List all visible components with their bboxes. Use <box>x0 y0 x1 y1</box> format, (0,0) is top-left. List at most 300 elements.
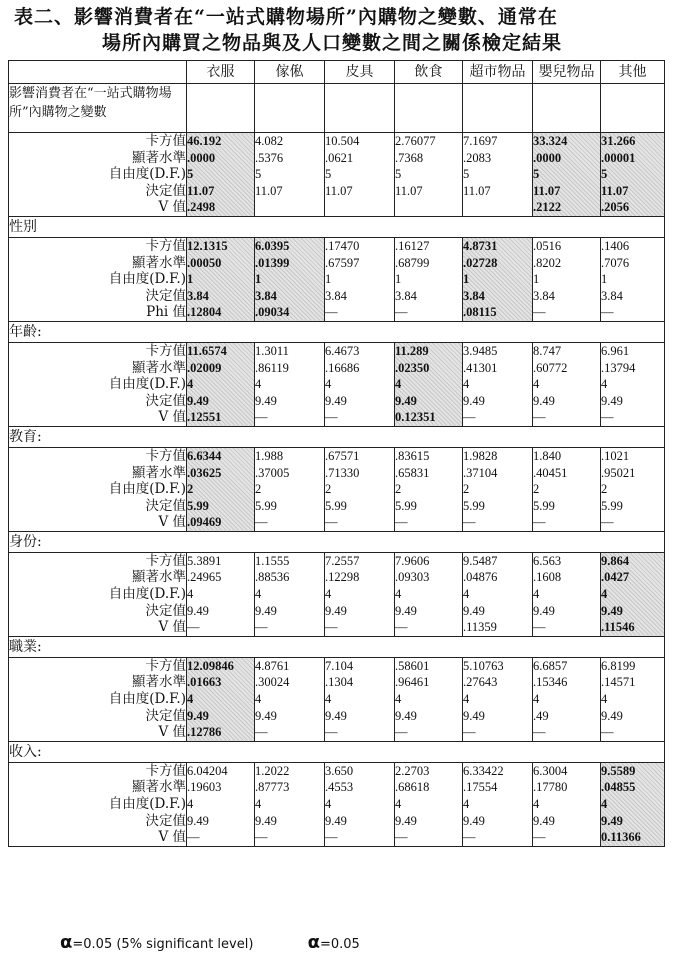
stat-value: .00001 <box>601 150 636 165</box>
stat-label: 決定值 <box>145 497 186 514</box>
value-cell <box>533 342 601 426</box>
stat-value: .2122 <box>533 200 562 215</box>
value-cell <box>187 762 255 846</box>
stat-value: 9.49 <box>601 708 623 723</box>
value-cell <box>325 237 395 321</box>
col-header: 超市物品 <box>463 61 533 84</box>
stat-value: .40451 <box>533 465 568 480</box>
stat-value: 7.9606 <box>395 553 430 568</box>
stat-value: .12804 <box>187 305 222 320</box>
stat-value: — <box>325 620 338 635</box>
stat-value: .1608 <box>533 570 562 585</box>
stat-labels <box>9 762 187 846</box>
stat-value: .86119 <box>255 360 289 375</box>
stat-label: 決定值 <box>145 707 186 724</box>
stat-value: 3.84 <box>395 288 417 303</box>
stat-value: — <box>325 305 338 320</box>
section-name: 教育: <box>9 426 665 447</box>
stat-value: 3.84 <box>533 288 555 303</box>
stat-value: 4 <box>255 797 262 811</box>
stat-value: .08115 <box>463 305 497 320</box>
stat-label: 顯著水準 <box>132 464 186 481</box>
stat-value: 5 <box>187 167 194 182</box>
value-cell <box>395 447 463 531</box>
stat-value: .68618 <box>395 780 430 795</box>
stat-label: 顯著水準 <box>132 359 186 376</box>
section-name: 收入: <box>9 741 665 762</box>
value-cell <box>463 342 533 426</box>
value-cell <box>533 552 601 636</box>
stat-value: 4 <box>187 797 194 811</box>
stat-value: .03625 <box>187 465 222 480</box>
stat-value: — <box>601 515 614 530</box>
stat-value: 6.6857 <box>533 658 568 673</box>
stat-value: 6.0395 <box>255 238 290 253</box>
stat-label: 顯著水準 <box>132 254 186 271</box>
stat-value: — <box>395 515 408 530</box>
stat-value: 9.5589 <box>601 763 636 778</box>
stat-value: 9.49 <box>533 603 555 618</box>
stat-value: 5 <box>325 167 332 182</box>
stat-value: 1 <box>325 272 332 287</box>
stat-value: .2498 <box>187 200 216 215</box>
stat-value: — <box>533 515 546 530</box>
stat-label: 顯著水準 <box>132 779 186 796</box>
stat-value: 2 <box>187 482 194 497</box>
stat-value: .0000 <box>187 150 216 165</box>
stat-label: V 值 <box>158 829 186 846</box>
stat-value: 11.07 <box>255 183 283 198</box>
stat-value: 9.49 <box>187 708 209 723</box>
stat-value: 9.49 <box>325 603 347 618</box>
stat-value: 9.49 <box>533 393 555 408</box>
stat-value: 5.99 <box>463 498 485 513</box>
stat-value: 3.84 <box>463 288 485 303</box>
value-cell <box>601 237 665 321</box>
section-header-row <box>9 636 665 657</box>
stat-value: 6.6344 <box>187 448 222 463</box>
section-data-row <box>9 762 665 846</box>
value-cell <box>255 762 325 846</box>
stat-value: 4 <box>601 692 608 707</box>
stat-value: .09303 <box>395 570 430 585</box>
stat-value: 3.84 <box>255 288 277 303</box>
stat-value: 5 <box>533 167 540 182</box>
stat-value: 2 <box>325 482 332 497</box>
stat-value: 4 <box>533 587 540 602</box>
stat-value: 11.07 <box>187 183 215 198</box>
stat-value: 9.49 <box>187 603 209 618</box>
stat-label: 顯著水準 <box>132 149 186 166</box>
stat-value: .17780 <box>533 780 568 795</box>
significant-value-cell <box>187 342 255 426</box>
stat-label: 自由度(D.F.) <box>108 166 186 183</box>
stat-value: .09034 <box>255 305 290 320</box>
document-title <box>14 4 664 56</box>
stat-value: 4.082 <box>255 134 284 148</box>
stat-value: 6.961 <box>601 343 630 358</box>
stat-value: 1.840 <box>533 448 562 463</box>
value-cell <box>325 762 395 846</box>
section-header-row <box>9 531 665 552</box>
header-blank-cell <box>9 61 187 84</box>
stat-label: 卡方值 <box>145 762 186 779</box>
stat-value: .02350 <box>395 360 430 375</box>
significant-value-cell <box>255 237 325 321</box>
stat-label: 決定值 <box>145 812 186 829</box>
stat-value: .67597 <box>325 255 360 270</box>
stat-value: .17470 <box>325 238 360 253</box>
title-line-1: 表二、影響消費者在“一站式購物場所”內購物之變數、通常在 <box>14 6 558 28</box>
stat-value: 31.266 <box>601 134 636 148</box>
stat-value <box>463 199 532 216</box>
section-data-row <box>9 552 665 636</box>
stat-value: .02728 <box>463 255 498 270</box>
stat-value: 4 <box>601 377 608 392</box>
stat-value: 4 <box>395 587 402 602</box>
significant-value-cell <box>395 342 463 426</box>
stat-labels <box>9 447 187 531</box>
stat-value: .16127 <box>395 238 430 253</box>
stat-value: 11.6574 <box>187 343 227 358</box>
col-header: 嬰兒物品 <box>533 61 601 84</box>
value-cell <box>325 657 395 741</box>
stat-value: .30024 <box>255 675 290 690</box>
stat-value: 7.1697 <box>463 134 498 148</box>
stat-label: 自由度(D.F.) <box>108 481 186 498</box>
stat-label: 顯著水準 <box>132 674 186 691</box>
section-header-row <box>9 216 665 237</box>
stat-value: .4553 <box>325 780 354 795</box>
stat-value: — <box>255 410 268 425</box>
section-header-row <box>9 321 665 342</box>
stat-value: 9.49 <box>463 393 485 408</box>
stat-value: — <box>395 620 408 635</box>
stat-value: 5 <box>601 167 608 182</box>
stat-value: 2 <box>463 482 470 497</box>
stat-value: 9.49 <box>187 393 209 408</box>
stat-value: 2.76077 <box>395 134 436 148</box>
stat-value: 5.99 <box>601 498 623 513</box>
stat-value: 9.49 <box>463 603 485 618</box>
stat-value: 9.49 <box>533 813 555 828</box>
stat-value: .71330 <box>325 465 360 480</box>
stat-value: .04855 <box>601 780 636 795</box>
stat-value: 4 <box>533 377 540 392</box>
stat-value: 4 <box>395 692 402 707</box>
stat-value: 1 <box>395 272 402 287</box>
stat-label: 顯著水準 <box>132 569 186 586</box>
stat-value: .01663 <box>187 675 222 690</box>
stat-value: .88536 <box>255 570 290 585</box>
stat-value: — <box>533 410 546 425</box>
section-header-row <box>9 426 665 447</box>
stat-value: .60772 <box>533 360 568 375</box>
stat-value: .83615 <box>395 448 430 463</box>
stat-value: 4 <box>255 587 262 602</box>
stat-value: .68799 <box>395 255 430 270</box>
stat-value: 11.07 <box>533 183 561 198</box>
stat-label: V 值 <box>158 409 186 426</box>
value-cell <box>255 342 325 426</box>
stat-value: .96461 <box>395 675 430 690</box>
stat-value: 4 <box>463 587 470 602</box>
stat-label: 決定值 <box>145 392 186 409</box>
stat-value: .1021 <box>601 448 630 463</box>
value-cell <box>255 447 325 531</box>
table-body <box>9 61 665 847</box>
stat-value: — <box>325 410 338 425</box>
value-cell <box>325 133 395 217</box>
stat-value: — <box>325 830 338 845</box>
alpha-symbol: α <box>60 932 73 953</box>
empty-cell <box>533 84 601 133</box>
stat-value: — <box>255 725 268 740</box>
stat-value: .2056 <box>601 200 630 215</box>
significant-value-cell <box>187 657 255 741</box>
value-cell <box>255 552 325 636</box>
stat-label: 卡方值 <box>145 552 186 569</box>
value-cell <box>533 447 601 531</box>
stat-value: 6.8199 <box>601 658 636 673</box>
stat-value: — <box>395 725 408 740</box>
significant-value-cell <box>187 133 255 217</box>
stat-value: 8.747 <box>533 343 562 358</box>
stat-value: .87773 <box>255 780 290 795</box>
stat-value: — <box>187 830 200 845</box>
value-cell <box>601 447 665 531</box>
stat-value: 1.9828 <box>463 448 498 463</box>
significant-value-cell <box>187 447 255 531</box>
stat-value: — <box>533 305 546 320</box>
stat-label: 自由度(D.F.) <box>108 691 186 708</box>
empty-cell <box>601 84 665 133</box>
section-name: 年齡: <box>9 321 665 342</box>
significant-value-cell <box>463 237 533 321</box>
stat-labels <box>9 133 187 217</box>
stat-value <box>255 199 324 216</box>
stat-value: .15346 <box>533 675 568 690</box>
stat-value: 9.49 <box>601 393 623 408</box>
stat-value: .13794 <box>601 360 636 375</box>
stat-value: 9.49 <box>255 393 277 408</box>
stat-value: — <box>255 515 268 530</box>
value-cell <box>533 237 601 321</box>
stat-value: .02009 <box>187 360 222 375</box>
stat-value: 1 <box>255 272 262 287</box>
value-cell <box>187 552 255 636</box>
stat-value: .7368 <box>395 150 424 165</box>
stat-labels <box>9 342 187 426</box>
stat-value: .49 <box>533 708 549 723</box>
title-line-2: 場所內購買之物品與及人口變數之間之關係檢定結果 <box>102 32 563 54</box>
stat-value: 4 <box>395 377 402 392</box>
stat-value: 9.49 <box>395 603 417 618</box>
stat-value: 4 <box>533 692 540 707</box>
stat-value: 1.2022 <box>255 763 290 778</box>
stat-value: 6.04204 <box>187 763 228 778</box>
stat-value: .41301 <box>463 360 498 375</box>
stat-value: 1 <box>533 272 540 287</box>
stat-value: 2 <box>395 482 402 497</box>
stat-value: 5.99 <box>395 498 417 513</box>
stat-value: .04876 <box>463 570 498 585</box>
value-cell <box>463 552 533 636</box>
stat-value: 9.49 <box>325 393 347 408</box>
stat-value: 2 <box>255 482 262 497</box>
stat-value: 9.49 <box>187 813 209 828</box>
stat-value: 9.49 <box>395 813 417 828</box>
value-cell <box>395 552 463 636</box>
stat-value: — <box>255 620 268 635</box>
stat-value: 5 <box>463 167 470 182</box>
stat-value: .12786 <box>187 725 222 740</box>
stat-label: V 值 <box>158 724 186 741</box>
stat-label: Phi 值 <box>146 304 186 321</box>
stat-value: 1 <box>601 272 608 287</box>
footnote-text-1: =0.05 (5% significant level) <box>72 937 254 952</box>
stat-labels <box>9 657 187 741</box>
stat-value: — <box>601 305 614 320</box>
section-name: 職業: <box>9 636 665 657</box>
stat-value: — <box>463 725 476 740</box>
stat-value: 11.289 <box>395 343 429 358</box>
significant-value-cell <box>601 762 665 846</box>
empty-cell <box>463 84 533 133</box>
stat-value: 1.3011 <box>255 343 289 358</box>
stat-value: .2083 <box>463 150 492 165</box>
stat-value <box>325 199 394 216</box>
stat-label: V 值 <box>158 619 186 636</box>
stat-value: .00050 <box>187 255 222 270</box>
stat-value: .58601 <box>395 658 430 673</box>
stat-label: 決定值 <box>145 602 186 619</box>
section-data-row <box>9 237 665 321</box>
stat-value: 5 <box>255 167 262 182</box>
stat-value: — <box>601 410 614 425</box>
stat-value: .37104 <box>463 465 498 480</box>
stat-value: .67571 <box>325 448 360 463</box>
value-cell <box>255 133 325 217</box>
stat-label: 卡方值 <box>145 342 186 359</box>
empty-cell <box>325 84 395 133</box>
alpha-symbol: α <box>307 932 320 953</box>
stat-value: 9.49 <box>463 708 485 723</box>
value-cell <box>255 657 325 741</box>
stat-value: .0621 <box>325 150 354 165</box>
stat-value: 1.1555 <box>255 553 290 568</box>
stat-value: 1 <box>187 272 194 287</box>
stat-label: 卡方值 <box>145 657 186 674</box>
footnote <box>60 932 360 953</box>
stat-labels <box>9 552 187 636</box>
value-cell <box>325 342 395 426</box>
stat-value: 3.84 <box>325 288 347 303</box>
stat-value: 11.07 <box>601 183 629 198</box>
stat-value: .1406 <box>601 238 630 253</box>
stat-value: 46.192 <box>187 134 222 148</box>
stat-value: 9.49 <box>325 813 347 828</box>
stat-value: .24965 <box>187 570 222 585</box>
stat-value: 5.10763 <box>463 658 504 673</box>
value-cell <box>395 762 463 846</box>
value-cell <box>533 762 601 846</box>
stat-value: 5.99 <box>325 498 347 513</box>
significant-value-cell <box>533 133 601 217</box>
value-cell <box>325 552 395 636</box>
stat-value: 4 <box>325 797 332 811</box>
stat-value: 4 <box>601 587 608 602</box>
stat-value: 4 <box>255 692 262 707</box>
results-table <box>8 60 665 847</box>
stat-value: 9.49 <box>255 603 277 618</box>
stat-value: .37005 <box>255 465 290 480</box>
stat-value: 5.99 <box>533 498 555 513</box>
stat-value: 3.84 <box>601 288 623 303</box>
stat-value: 9.49 <box>325 708 347 723</box>
stat-value: 6.33422 <box>463 763 504 778</box>
stat-value: 4.8761 <box>255 658 290 673</box>
stat-value: 9.49 <box>255 813 277 828</box>
stat-value: 5.99 <box>255 498 277 513</box>
stat-value: 5.3891 <box>187 553 222 568</box>
stat-value: .1304 <box>325 675 354 690</box>
stat-value: 4 <box>463 797 470 811</box>
col-header: 傢俬 <box>255 61 325 84</box>
stat-value: 9.49 <box>601 603 623 618</box>
significant-value-cell <box>601 133 665 217</box>
stat-value: — <box>187 620 200 635</box>
significant-value-cell <box>601 552 665 636</box>
significant-value-cell <box>187 237 255 321</box>
stat-value: 11.07 <box>463 183 491 198</box>
stat-value: 4 <box>601 797 608 811</box>
stat-value: — <box>533 620 546 635</box>
stat-value: .7076 <box>601 255 630 270</box>
stat-value: .14571 <box>601 675 636 690</box>
stat-value: — <box>325 725 338 740</box>
stat-label: V 值 <box>158 199 186 216</box>
stat-value: .0000 <box>533 150 562 165</box>
stat-value: — <box>601 725 614 740</box>
stat-value: — <box>463 410 476 425</box>
stat-value: .01399 <box>255 255 290 270</box>
stat-value: 33.324 <box>533 134 568 148</box>
stat-value: — <box>255 830 268 845</box>
stat-value: .0516 <box>533 238 562 253</box>
stat-value: — <box>325 515 338 530</box>
stat-label: 自由度(D.F.) <box>108 796 186 812</box>
footnote-text-2: =0.05 <box>319 937 360 952</box>
stat-value: 6.4673 <box>325 343 360 358</box>
stat-value: 11.07 <box>325 183 353 198</box>
stat-value: 9.49 <box>395 393 417 408</box>
empty-cell <box>187 84 255 133</box>
stat-value: .0427 <box>601 570 630 585</box>
stat-label: 自由度(D.F.) <box>108 376 186 393</box>
stat-value: 9.864 <box>601 553 630 568</box>
stat-value: — <box>395 305 408 320</box>
stat-value: 9.49 <box>255 708 277 723</box>
value-cell <box>533 657 601 741</box>
stat-value: 12.1315 <box>187 238 228 253</box>
stat-value: 3.650 <box>325 763 354 778</box>
stat-value: 5.99 <box>187 498 209 513</box>
col-header: 衣服 <box>187 61 255 84</box>
stat-value: 4 <box>325 377 332 392</box>
section-name: 身份: <box>9 531 665 552</box>
stat-value: .95021 <box>601 465 636 480</box>
